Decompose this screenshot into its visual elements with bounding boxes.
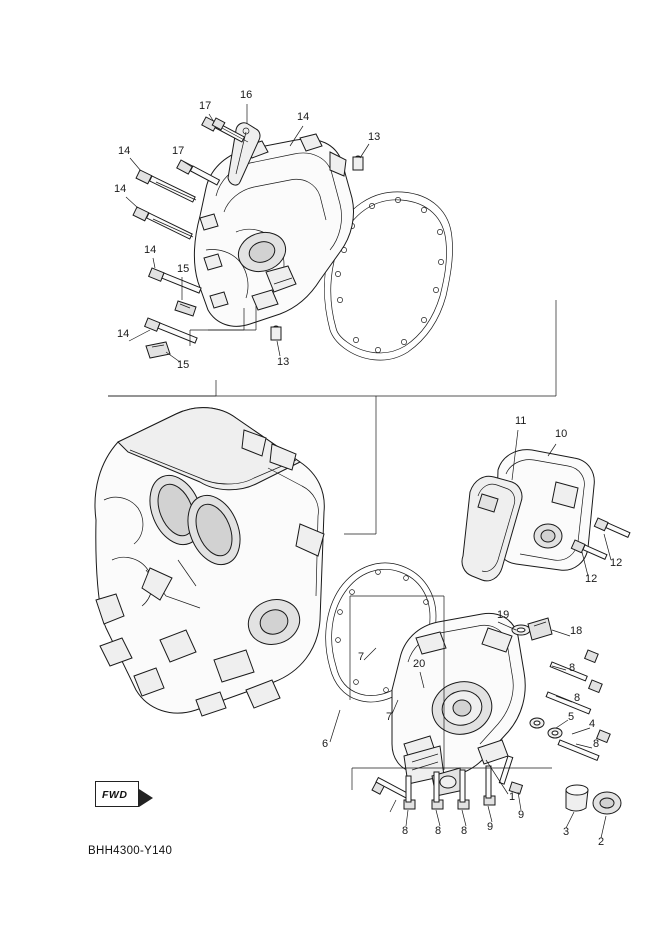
callout-8-c: 8 [593, 738, 600, 750]
callout-17-b: 17 [172, 145, 185, 157]
callout-3: 3 [563, 826, 570, 838]
callout-7-b: 7 [386, 711, 393, 723]
callout-8-d: 8 [402, 825, 409, 837]
callout-14-b: 14 [118, 145, 131, 157]
fwd-label: FWD [102, 789, 128, 801]
callout-15: 15 [177, 263, 190, 275]
callout-6: 6 [322, 738, 329, 750]
callout-2: 2 [598, 836, 605, 848]
callout-14: 14 [297, 111, 310, 123]
callout-9: 9 [487, 821, 494, 833]
part-code-label: BHH4300-Y140 [88, 845, 173, 857]
callout-14-c: 14 [114, 183, 127, 195]
callout-15-b: 15 [177, 359, 190, 371]
callout-5: 5 [568, 711, 575, 723]
callout-8-f: 8 [461, 825, 468, 837]
fwd-arrow-icon [139, 789, 153, 807]
callout-14-e: 14 [117, 328, 130, 340]
callout-8-e: 8 [435, 825, 442, 837]
callout-8-b: 8 [574, 692, 581, 704]
callout-13-b: 13 [277, 356, 290, 368]
callout-8: 8 [569, 662, 576, 674]
callout-20: 20 [413, 658, 426, 670]
callout-9-b: 9 [518, 809, 525, 821]
callout-18: 18 [570, 625, 583, 637]
callout-16: 16 [240, 89, 253, 101]
callout-14-d: 14 [144, 244, 157, 256]
callout-13: 13 [368, 131, 381, 143]
callout-19: 19 [497, 609, 510, 621]
callout-12: 12 [610, 557, 623, 569]
callout-1: 1 [509, 791, 516, 803]
fwd-direction-box [95, 781, 139, 807]
callout-12-b: 12 [585, 573, 598, 585]
callout-11: 11 [515, 415, 527, 427]
callout-4: 4 [589, 718, 596, 730]
callout-17: 17 [199, 100, 212, 112]
callout-10: 10 [555, 428, 568, 440]
callout-7: 7 [358, 651, 365, 663]
